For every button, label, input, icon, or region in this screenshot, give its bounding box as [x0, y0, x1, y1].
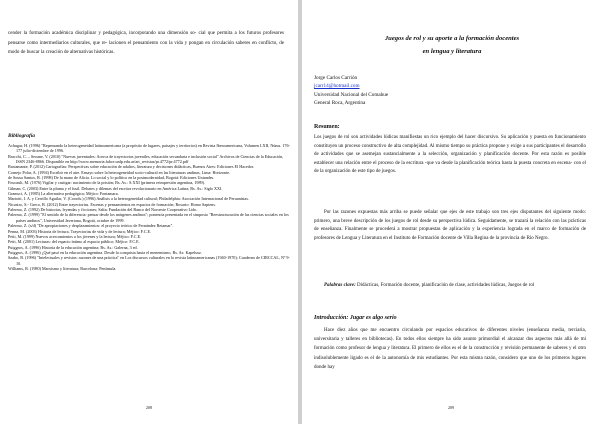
- author-email-link[interactable]: jcarr14@hotmail.com: [314, 83, 360, 90]
- bibliography-entry: Penna, M. (2003) Historia de lectura. Trayectorias de vida y de lectura; Méjico: F.C.E.: [8, 228, 152, 234]
- abstract-heading: Resumen:: [314, 124, 340, 130]
- bibliography-entry: Achugar, H. (1996) "Repensando la heterogeneidad latinoamericana (a propósito de lugares, paisajes y territorios) en Revista Iberoamericana, Volumen LXII, Núms. 176-177 julio-diciembre de 1996.: [8, 143, 290, 154]
- author-institution: Universidad Nacional del Comahue: [314, 91, 389, 98]
- title-line-1: Juegos de rol y su aporte a la formación docentes: [384, 35, 520, 42]
- bibliography-entry: Puiggros, A. (1996) Historia de la educación argentina; Bs. As.: Galerna, 3 ed.: [8, 244, 138, 250]
- bibliography-entry: Petit, M. (1999) Nuevos acercamientos a los jóvenes y la lectura; Méjico: F.C.E.: [8, 233, 142, 239]
- bibliography-heading: Bibliografía: [8, 133, 35, 139]
- intro-paragraph: cender la formación académica disciplinar y pedagógica, incorporando una dimensión so- cial que permita a los futuros profesores pensarse como intermediarios culturales, que re- lacionen el pensamiento con la vida y pongan en circulación saberes en conflicto, de modo de buscar la creación de alternativas históricas.: [8, 31, 284, 56]
- bibliography-entry: Williams, R. (1980) Marxismo y literatura; Barcelona: Península.: [8, 265, 117, 271]
- abstract-paragraph-2: Por las razones expuestas más arriba se puede señalar que ejes de este trabajo son tres ejes disputantes del siguiente modo: primero, una breve descripción de los juegos de rol desde su perspectiva lúdica. Seguidamente, se trazará la relación con las prácticas de enseñanza. Finalmente se procederá a mostrar propuestas de aplicación y la experiencia lograda en el marco de formación de profesores de Lengua y Literatura en el Instituto de Formación docente de Villa Regina de la provincia de Río Negro.: [314, 210, 586, 241]
- bibliography-entry: Cornejo Polar, A. (1994) Escribir en el aire. Ensayo sobre la heterogeneidad socio-cultural en las literaturas andinas, Lima: Horizonte.: [8, 169, 231, 175]
- abstract-paragraph-1: Los juegos de rol son actividades lúdicas manifiestas un rico ejemplo del hacer discursivo. Su aplicación y puesta en funcionamiento constituyen un proceso constructivo de alta complejidad. Al mismo tiempo su práctica propone y exige a sus participantes el desarrollo de actividades que se asemejan sustancialmente a la selección, organización y planificación docente. Por esta razón es posible establecer una relación entre el proceso de la escritura -que va desde la planificación teórica hasta la puesta concreta en escena- con el de la organización de este tipo de juegos.: [314, 135, 586, 175]
- author-name: Jorge Carlos Carrión: [314, 75, 358, 81]
- bibliography-entry: de Sousa Santos, B. (1998) De la mano de Alicia. Lo social y lo político en la postmodernidad, Bogotá: Ediciones Uniandes.: [8, 175, 215, 181]
- introduction-heading: Introducción: Jugar es algo serio: [314, 315, 397, 321]
- introduction-paragraph: Hace diez años que me encuentro circulando por espacios educativos de diferentes niveles (enseñanza media, terciaria, universitaria y talleres en bibliotecas). En todos ellos siempre ha sido asunto primordial el alcanzar dos aspectos más allá de mi formación como profesor de lengua y literatura. El primero de ellos es el de la construcción y revisión permanente de saberes y el otro indisolublemente ligado es el de la autonomía de mis estudiantes. Por esta misma razón, considero que uno de los primeros lugares donde hay: [314, 328, 586, 370]
- keywords-text: Didácticas, Formación docente, planificación de clase, actividades lúdicas, Juegos de rol: [355, 283, 535, 288]
- bibliography-entry: Szabo, B. (1996) "Intelectuales y revistas: razones de una práctica" en Los discursos culturales en la revista latinoamericanas (1940-1970); Cuaderno de CIRCCAL, Nº 9-10.: [8, 255, 290, 266]
- bibliography-entry: Palermo, Z. (1999) "El sentido de la diferencia: pensar desde los márgenes andinos"; ponencia presentada en el simposio "Reestructuración de las ciencias sociales en los países andinos", Universidad Javeriana, Bogotá, octubre de 1999.: [8, 212, 289, 223]
- bibliography-entry: Nicastro, S.- Greco, B. (2012) Entre trayectorias. Escenas y pensamientos en espacios de formación; Rosario: Homo Sapiens.: [8, 201, 216, 207]
- right-page: [302, 0, 600, 424]
- bibliography-entry: Foucault, M. (1976) Vigilar y castigar: nacimiento de la prisión; Bs. As.: S.XXI (primera reimpresión argentina, 1989).: [8, 180, 206, 186]
- bibliography-entry: Palermo, Z. (s/d) "De apropiaciones y desplazamientos: el proyecto teórico de Fernández Retamar".: [8, 223, 174, 229]
- bibliography-entry: Bustamante, P. (2012) Cartografías: Perspectivas sobre educación de adultos, literatura y decisiones didácticas, Buenos Aires: Ediciones El Hacedor.: [8, 164, 255, 170]
- bibliography-entry: Gilman, C. (2003) Entre la pluma y el fusil. Debates y dilemas del escritor revolucionario en América Latina; Bs. As.: Siglo XXI.: [8, 185, 223, 191]
- keywords-label: Palabras clave:: [324, 283, 356, 288]
- bibliography-list: [8, 143, 292, 271]
- bibliography-entry: Palermo, Z. (1992) De historias, leyendas y ficciones; Salta: Fundación del Banco del Noroeste Cooperativo Ltdo.: [8, 207, 198, 213]
- title-line-2: en lengua y literatura: [422, 48, 482, 55]
- author-city: General Roca, Argentina: [314, 100, 366, 107]
- article-title: [352, 32, 552, 58]
- author-block: [314, 74, 388, 108]
- bibliography-entry: Petit, M. (2001) Lecturas: del espacio íntimo al espacio público; Méjico: F.C.E.: [8, 239, 140, 245]
- page-number: 209: [448, 405, 454, 410]
- bibliography-entry: Gramsci, A. (1985) La alternativa pedagógica; Méjico: Fontamara.: [8, 191, 119, 197]
- bibliography-entry: Puiggros, A. (1996) ¿Qué pasó en la educación argentina. Desde la conquista hasta el menemismo, Bs. As: Kapelusz.: [8, 249, 202, 255]
- bibliography-entry: Bracchi, C. – Seoane, V. (2010) "Nuevas juventudes: Acerca de trayectorias juveniles, educación secundaria e inclusión social" Archivos de Ciencias de la Educación, ISSN 2346-8866. Disponible en http://www.memoria.fahce.unlp.edu.ar/art_revistas/pr.4772/pr.4772.pdf: [8, 153, 284, 165]
- page-number: 208: [146, 405, 152, 410]
- left-page: [0, 0, 298, 424]
- keywords: [314, 281, 586, 290]
- bibliography-entry: Mariotti, I. A. y Cerrillo Aguilar, V. (Coords.) (1996) Análisis a la heterogeneidad cultural; Philadelphia: Asociación Internacional de Peruanistas.: [8, 196, 250, 202]
